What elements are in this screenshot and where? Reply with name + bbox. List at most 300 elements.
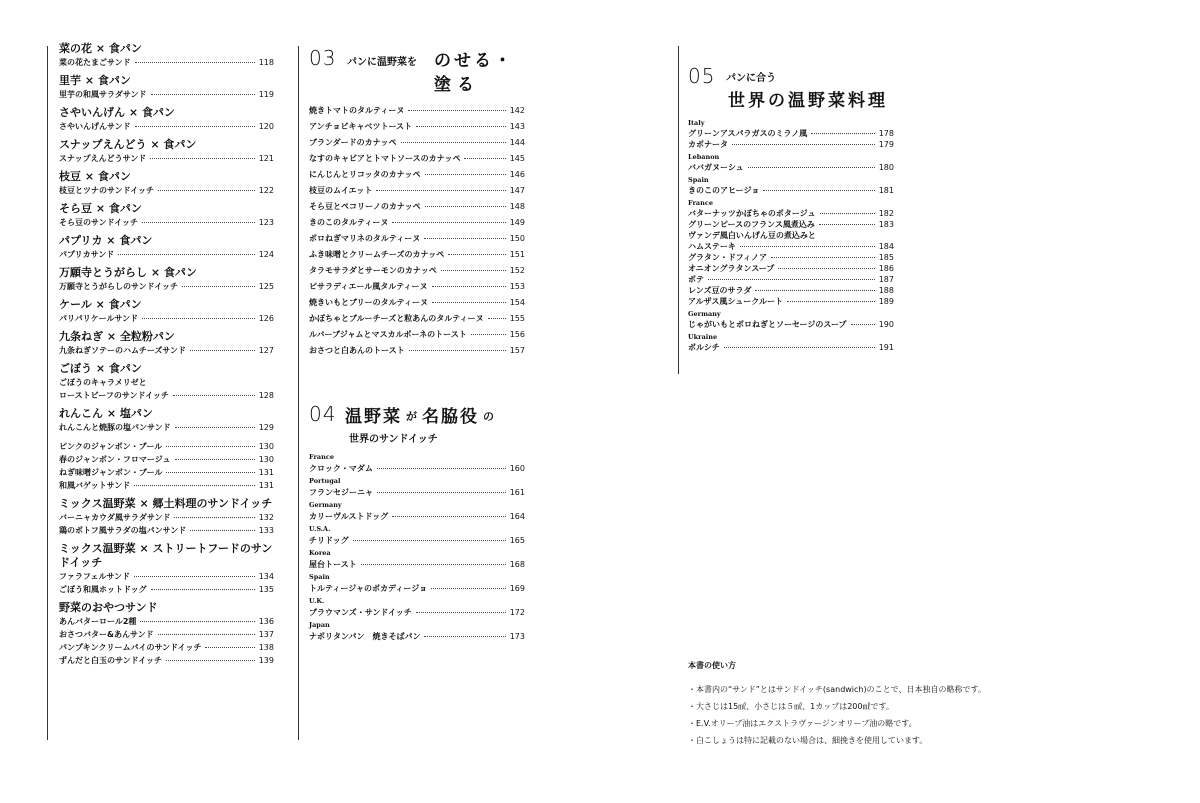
dot-leader <box>377 467 506 469</box>
usage-lines <box>688 681 988 749</box>
toc-group <box>59 42 274 68</box>
dot-leader <box>135 61 255 63</box>
country-label: Spain <box>309 573 330 581</box>
entry-page-number: 131 <box>258 468 274 477</box>
entry-page-number: 143 <box>509 122 525 131</box>
toc-entry <box>309 281 525 292</box>
toc-entry <box>688 342 894 353</box>
toc-entry <box>59 89 274 100</box>
category-heading: 万願寺とうがらし × 食パン <box>59 266 197 279</box>
entry-title: 万願寺とうがらしのサンドイッチ <box>59 282 179 291</box>
toc-entry <box>59 390 274 401</box>
toc-entry <box>688 219 894 230</box>
entry-title: クロック・マダム <box>309 464 373 473</box>
dot-leader <box>740 245 875 247</box>
entry-title: チリドッグ <box>309 536 349 545</box>
toc-entry <box>59 121 274 132</box>
country-group <box>688 310 894 330</box>
toc-entry <box>309 559 525 570</box>
entry-title: パプリカサンド <box>59 250 115 259</box>
dot-leader <box>190 349 255 351</box>
entry-title: きのこのアヒージョ <box>688 186 760 195</box>
entry-title: 里芋の和風サラダサンド <box>59 90 147 99</box>
dot-leader <box>851 323 875 325</box>
toc-entry <box>59 512 274 523</box>
dot-leader <box>401 141 506 143</box>
dot-leader <box>448 253 505 255</box>
entry-title: レンズ豆のサラダ <box>688 286 752 295</box>
dot-leader <box>820 212 875 214</box>
country-group <box>309 549 525 570</box>
entry-title: ローストビーフのサンドイッチ <box>59 391 169 400</box>
section-03-heading <box>309 44 525 102</box>
dot-leader <box>150 157 254 159</box>
entry-title: 菜の花たまごサンド <box>59 58 131 67</box>
usage-title: 本書の使い方 <box>688 661 736 670</box>
country-label: Germany <box>688 310 721 318</box>
dot-leader <box>408 109 505 111</box>
toc-entry <box>59 422 274 433</box>
section-title-line1: のせる・ <box>434 51 514 71</box>
entry-page-number: 146 <box>509 170 525 179</box>
usage-line: ・大さじは15㎖、小さじは５㎖、1カップは200㎖です。 <box>688 702 894 711</box>
entry-title: ババガヌーシュ <box>688 163 744 172</box>
country-label: Portugal <box>309 477 341 485</box>
country-label: U.S.A. <box>309 525 331 533</box>
dot-leader <box>142 317 255 319</box>
entry-title: 屋台トースト <box>309 560 357 569</box>
toc-entry <box>309 487 525 498</box>
toc-entry <box>309 463 525 474</box>
entry-page-number: 136 <box>258 617 274 626</box>
entry-page-number: 130 <box>258 455 274 464</box>
toc-entry <box>309 511 525 522</box>
section-05-list <box>688 119 894 353</box>
entry-title: ナポリタンパン 焼きそばパン <box>309 632 421 641</box>
toc-group <box>59 407 274 433</box>
toc-entry <box>59 655 274 666</box>
entry-title: 枝豆とツナのサンドイッチ <box>59 186 155 195</box>
section-number: 03 <box>309 46 337 70</box>
entry-page-number: 190 <box>878 320 894 329</box>
section-05-heading <box>688 62 894 116</box>
country-group <box>309 501 525 522</box>
entry-page-number: 185 <box>878 253 894 262</box>
section-subtitle: 世界のサンドイッチ <box>349 434 438 445</box>
toc-group <box>59 542 274 595</box>
dot-leader <box>140 620 254 622</box>
country-label: Japan <box>309 621 330 629</box>
section-lead: パンに温野菜を <box>347 57 417 68</box>
entry-title: さやいんげんサンド <box>59 122 131 131</box>
toc-entry <box>688 285 894 296</box>
entry-title: バターナッツかぼちゃのポタージュ <box>688 209 816 218</box>
entry-title: アルザス風シュークルート <box>688 297 783 306</box>
entry-title: ポロねぎマリネのタルティーヌ <box>309 234 421 243</box>
entry-title: バーニャカウダ風サラダサンド <box>59 513 171 522</box>
entry-title: パンプキンクリームパイのサンドイッチ <box>59 643 202 652</box>
toc-entry <box>309 583 525 594</box>
entry-title: フランセジーニャ <box>309 488 373 497</box>
entry-page-number: 142 <box>509 106 525 115</box>
toc-entry <box>59 441 274 452</box>
dot-leader <box>175 458 255 460</box>
section-05 <box>688 62 894 353</box>
dot-leader <box>755 289 874 291</box>
toc-entry <box>688 230 894 241</box>
section-number: 04 <box>309 402 337 426</box>
toc-entry <box>309 105 525 116</box>
entry-title: トルティージャのボカディージョ <box>309 584 428 593</box>
entry-page-number: 179 <box>878 140 894 149</box>
dot-leader <box>732 143 875 145</box>
entry-page-number: 128 <box>258 391 274 400</box>
toc-group <box>59 266 274 292</box>
dot-leader <box>441 269 506 271</box>
entry-page-number: 165 <box>509 536 525 545</box>
dot-leader <box>190 529 254 531</box>
entry-title: スナップえんどうサンド <box>59 154 147 163</box>
dot-leader <box>158 633 255 635</box>
entry-title: ブランダードのカナッペ <box>309 138 397 147</box>
entry-page-number: 135 <box>258 585 274 594</box>
category-heading: 菜の花 × 食パン <box>59 42 142 55</box>
country-group <box>688 119 894 150</box>
usage-line: ・白こしょうは特に記載のない場合は、細挽きを使用しています。 <box>688 736 928 745</box>
section-number: 05 <box>688 64 716 88</box>
entry-page-number: 148 <box>509 202 525 211</box>
section-title: 世界の温野菜料理 <box>728 91 888 111</box>
dot-leader <box>787 300 875 302</box>
usage-line: ・E.V.オリーブ油はエクストラヴァージンオリーブ油の略です。 <box>688 719 917 728</box>
country-group <box>688 176 894 196</box>
toc-group <box>59 330 274 356</box>
entry-title: ヴァンデ風白いんげん豆の煮込みと <box>688 231 816 240</box>
toc-entry <box>59 217 274 228</box>
entry-page-number: 169 <box>509 584 525 593</box>
dot-leader <box>464 157 505 159</box>
section-04-list <box>309 453 525 642</box>
category-heading: れんこん × 塩パン <box>59 407 153 420</box>
entry-title: 枝豆のムイエット <box>309 186 373 195</box>
dot-leader <box>425 173 506 175</box>
toc-entry <box>309 233 525 244</box>
country-group <box>688 333 894 353</box>
dot-leader <box>819 223 875 225</box>
entry-title: オニオングラタンスープ <box>688 264 775 273</box>
toc-group <box>59 106 274 132</box>
toc-entry <box>59 249 274 260</box>
entry-page-number: 161 <box>509 488 525 497</box>
toc-entry <box>688 185 894 196</box>
dot-leader <box>158 189 255 191</box>
entry-title: ごぼうのキャラメリゼと <box>59 378 147 387</box>
entry-title: れんこんと焼豚の塩パンサンド <box>59 423 171 432</box>
entry-page-number: 118 <box>258 58 274 67</box>
entry-page-number: 160 <box>509 464 525 473</box>
dot-leader <box>135 125 255 127</box>
toc-entry <box>59 571 274 582</box>
dot-leader <box>708 278 875 280</box>
entry-page-number: 152 <box>509 266 525 275</box>
entry-title: グリーンピースのフランス風煮込み <box>688 220 815 229</box>
entry-title: グリーンアスパラガスのミラノ風 <box>688 129 808 138</box>
country-label: Italy <box>688 119 705 127</box>
category-heading: ケール × 食パン <box>59 298 142 311</box>
country-group <box>688 153 894 173</box>
dot-leader <box>416 611 506 613</box>
entry-page-number: 183 <box>878 220 894 229</box>
entry-page-number: 188 <box>878 286 894 295</box>
entry-title: ポテ <box>688 275 704 284</box>
toc-entry <box>309 185 525 196</box>
entry-page-number: 189 <box>878 297 894 306</box>
dot-leader <box>416 125 506 127</box>
country-label: France <box>688 199 713 207</box>
dot-leader <box>431 587 506 589</box>
entry-page-number: 145 <box>509 154 525 163</box>
toc-entry <box>59 467 274 478</box>
dot-leader <box>724 346 875 348</box>
toc-entry <box>59 480 274 491</box>
toc-entry <box>309 297 525 308</box>
entry-title: カポナータ <box>688 140 728 149</box>
toc-group <box>59 497 274 536</box>
entry-title: タラモサラダとサーモンのカナッペ <box>309 266 437 275</box>
toc-group <box>59 138 274 164</box>
section-04-heading <box>309 400 525 450</box>
dot-leader <box>166 471 254 473</box>
entry-page-number: 144 <box>509 138 525 147</box>
section-lead: パンに合う <box>726 73 776 84</box>
toc-entry <box>309 535 525 546</box>
section-03-list <box>309 105 525 356</box>
entry-page-number: 156 <box>509 330 525 339</box>
toc-entry <box>309 217 525 228</box>
toc-entry <box>59 377 274 388</box>
country-label: Ukraine <box>688 333 718 341</box>
entry-page-number: 127 <box>258 346 274 355</box>
entry-page-number: 173 <box>509 632 525 641</box>
entry-title: きのこのタルティーヌ <box>309 218 389 227</box>
section-title-part1: 温野菜 <box>345 407 402 427</box>
entry-page-number: 120 <box>258 122 274 131</box>
usage-notes <box>688 660 988 749</box>
toc-entry <box>59 629 274 640</box>
toc-entry <box>688 319 894 330</box>
entry-page-number: 153 <box>509 282 525 291</box>
dot-leader <box>175 426 255 428</box>
dot-leader <box>361 563 506 565</box>
toc-group <box>59 441 274 491</box>
toc-group <box>59 298 274 324</box>
dot-leader <box>424 635 505 637</box>
entry-page-number: 126 <box>258 314 274 323</box>
toc-group <box>59 601 274 666</box>
dot-leader <box>151 93 255 95</box>
entry-page-number: 168 <box>509 560 525 569</box>
toc-entry <box>688 252 894 263</box>
section-title-particle2: の <box>483 410 494 423</box>
section-03 <box>309 44 525 361</box>
toc-entry <box>309 329 525 340</box>
toc-group <box>59 74 274 100</box>
dot-leader <box>763 189 874 191</box>
dot-leader <box>134 575 255 577</box>
entry-title: 焼きいもとブリーのタルティーヌ <box>309 298 429 307</box>
toc-entry <box>309 607 525 618</box>
country-group <box>309 525 525 546</box>
entry-page-number: 149 <box>509 218 525 227</box>
category-heading: パプリカ × 食パン <box>59 234 153 247</box>
category-heading: 里芋 × 食パン <box>59 74 131 87</box>
category-heading: 枝豆 × 食パン <box>59 170 131 183</box>
dot-leader <box>134 484 254 486</box>
toc-entry <box>309 345 525 356</box>
dot-leader <box>392 515 506 517</box>
toc-entry <box>59 185 274 196</box>
dot-leader <box>424 237 506 239</box>
entry-page-number: 172 <box>509 608 525 617</box>
entry-title: カリーヴルストドッグ <box>309 512 389 521</box>
category-heading: そら豆 × 食パン <box>59 202 142 215</box>
right-column-rule <box>678 46 679 374</box>
toc-group <box>59 362 274 401</box>
country-group <box>309 597 525 618</box>
entry-title: ボルシチ <box>688 343 720 352</box>
section-title-part2: 名脇役 <box>422 407 479 427</box>
entry-title: グラタン・ドフィノア <box>688 253 768 262</box>
entry-title: あんバターロール2種 <box>59 617 137 626</box>
toc-entry <box>688 139 894 150</box>
toc-entry <box>688 128 894 139</box>
entry-page-number: 178 <box>878 129 894 138</box>
toc-entry <box>309 249 525 260</box>
section-title-particle1: が <box>406 410 417 423</box>
dot-leader <box>353 539 506 541</box>
country-group <box>309 453 525 474</box>
entry-page-number: 181 <box>878 186 894 195</box>
country-label: Lebanon <box>688 153 720 161</box>
usage-line: ・本書内の“サンド”とはサンドイッチ(sandwich)のことで、日本独自の略称です。 <box>688 685 986 694</box>
entry-page-number: 154 <box>509 298 525 307</box>
country-label: Germany <box>309 501 342 509</box>
toc-entry <box>59 642 274 653</box>
toc-group <box>59 234 274 260</box>
country-group <box>309 477 525 498</box>
dot-leader <box>471 333 506 335</box>
dot-leader <box>173 394 255 396</box>
entry-title: ルバーブジャムとマスカルポーネのトースト <box>309 330 467 339</box>
entry-title: ごぼう和風ホットドッグ <box>59 585 147 594</box>
toc-entry <box>59 281 274 292</box>
toc-entry <box>309 631 525 642</box>
entry-page-number: 119 <box>258 90 274 99</box>
country-label: Spain <box>688 176 709 184</box>
category-heading: スナップえんどう × 食パン <box>59 138 197 151</box>
dot-leader <box>488 317 506 319</box>
country-label: France <box>309 453 334 461</box>
country-group <box>309 573 525 594</box>
toc-entry <box>688 241 894 252</box>
entry-title: アンチョビキャベツトースト <box>309 122 413 131</box>
toc-entry <box>59 313 274 324</box>
dot-leader <box>205 646 254 648</box>
entry-page-number: 191 <box>878 343 894 352</box>
dot-leader <box>432 301 506 303</box>
entry-page-number: 123 <box>258 218 274 227</box>
entry-title: 春のジャンボン・フロマージュ <box>59 455 171 464</box>
country-label: U.K. <box>309 597 325 605</box>
toc-entry <box>59 153 274 164</box>
dot-leader <box>432 285 506 287</box>
section-04 <box>309 400 525 642</box>
entry-title: じゃがいもとポロねぎとソーセージのスープ <box>688 320 847 329</box>
toc-entry <box>59 345 274 356</box>
entry-title: おさつと白あんのトースト <box>309 346 405 355</box>
dot-leader <box>409 349 506 351</box>
left-column-rule <box>47 46 48 740</box>
entry-page-number: 138 <box>258 643 274 652</box>
toc-entry <box>59 584 274 595</box>
entry-title: ピサラディエール風タルティーヌ <box>309 282 428 291</box>
category-heading: さやいんげん × 食パン <box>59 106 175 119</box>
entry-title: ねぎ味噌ジャンボン・ブール <box>59 468 163 477</box>
toc-entry <box>59 454 274 465</box>
entry-title: ピンクのジャンボン・ブール <box>59 442 163 451</box>
dot-leader <box>182 285 255 287</box>
category-heading: 野菜のおやつサンド <box>59 601 158 614</box>
entry-page-number: 187 <box>878 275 894 284</box>
entry-page-number: 182 <box>878 209 894 218</box>
entry-title: そら豆とペコリーノのカナッペ <box>309 202 421 211</box>
entry-page-number: 155 <box>509 314 525 323</box>
dot-leader <box>166 659 255 661</box>
dot-leader <box>174 516 254 518</box>
entry-page-number: 130 <box>258 442 274 451</box>
entry-page-number: 157 <box>509 346 525 355</box>
entry-title: ハムステーキ <box>688 242 736 251</box>
country-group <box>688 199 894 307</box>
toc-entry <box>688 162 894 173</box>
toc-entry <box>688 296 894 307</box>
toc-group <box>59 170 274 196</box>
dot-leader <box>392 221 505 223</box>
entry-title: パリパリケールサンド <box>59 314 139 323</box>
entry-page-number: 150 <box>509 234 525 243</box>
dot-leader <box>425 205 506 207</box>
entry-page-number: 151 <box>509 250 525 259</box>
entry-page-number: 122 <box>258 186 274 195</box>
dot-leader <box>748 166 875 168</box>
entry-page-number: 184 <box>878 242 894 251</box>
toc-entry <box>688 208 894 219</box>
country-label: Korea <box>309 549 331 557</box>
category-heading: ミックス温野菜 × ストリートフードのサンドイッチ <box>59 542 273 569</box>
dot-leader <box>811 132 874 134</box>
country-group <box>309 621 525 642</box>
toc-entry <box>688 274 894 285</box>
dot-leader <box>771 256 875 258</box>
entry-page-number: 164 <box>509 512 525 521</box>
category-heading: ミックス温野菜 × 郷土料理のサンドイッチ <box>59 497 273 510</box>
entry-page-number: 147 <box>509 186 525 195</box>
toc-entry <box>309 201 525 212</box>
entry-page-number: 132 <box>258 513 274 522</box>
toc-column-1 <box>59 42 274 666</box>
entry-page-number: 124 <box>258 250 274 259</box>
dot-leader <box>151 588 255 590</box>
